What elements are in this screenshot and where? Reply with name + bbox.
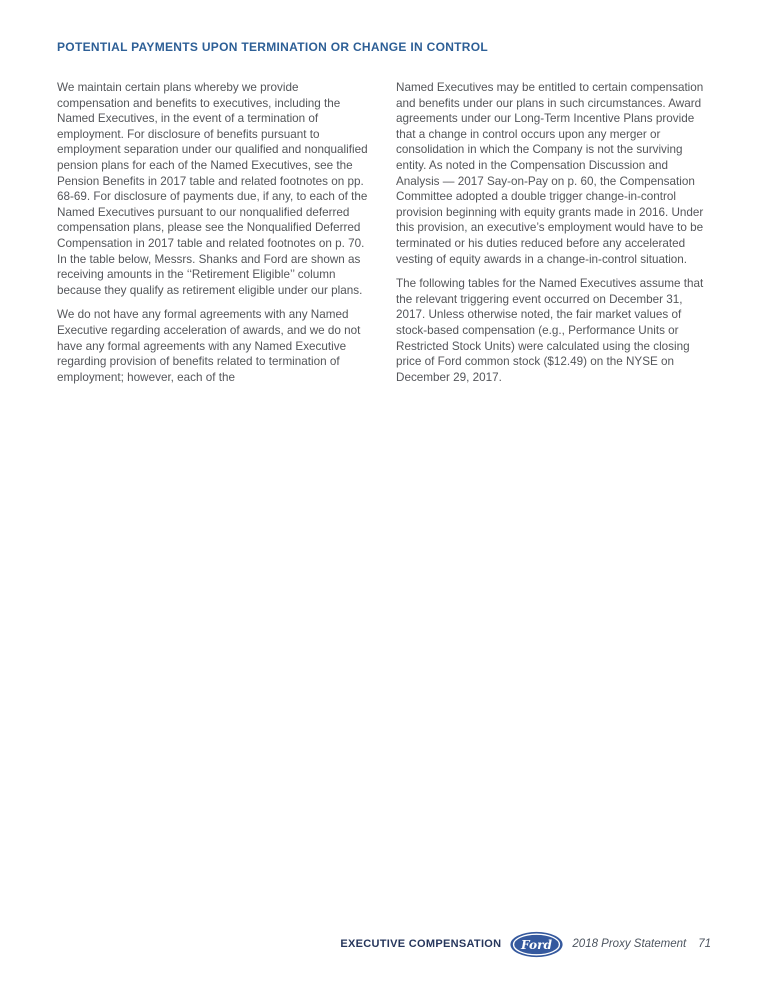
left-column <box>57 80 372 394</box>
paragraph: Named Executives may be entitled to certain compensation and benefits under our plans in such circumstances. Award agreements under our Long-Term Incentive Plans provide that a change in control occurs upon any merger or consolidation in which the Company is not the surviving entity. As noted in the Compensation Discussion and Analysis — 2017 Say-on-Pay on p. 60, the Compensation Committee adopted a double trigger change-in-control provision beginning with equity grants made in 2016. Under this provision, an executive’s employment would have to be terminated or his duties reduced before any accelerated vesting of equity awards in a change-in-control situation. <box>396 81 704 266</box>
paragraph: We maintain certain plans whereby we provide compensation and benefits to executives, including the Named Executives, in the event of a termination of employment. For disclosure of benefits pursuant to employment separation under our qualified and nonqualified pension plans for each of the Named Executives, see the Pension Benefits in 2017 table and related footnotes on pp. 68-69. For disclosure of payments due, if any, to each of the Named Executives pursuant to our nonqualified deferred compensation plans, please see the Nonqualified Deferred Compensation in 2017 table and related footnotes on p. 70. In the table below, Messrs. Shanks and Ford are shown as receiving amounts in the ‘‘Retirement Eligible’’ column because they qualify as retirement eligible under our plans. <box>57 81 368 297</box>
footer-section-label: EXECUTIVE COMPENSATION <box>340 938 502 950</box>
body-columns <box>57 80 711 394</box>
ford-logo-icon <box>509 931 564 958</box>
svg-text:Ford: Ford <box>521 937 553 952</box>
footer-document-title: 2018 Proxy Statement <box>572 938 687 950</box>
paragraph: The following tables for the Named Executives assume that the relevant triggering event occurred on December 31, 2017. Unless otherwise noted, the fair market values of stock-based compensation (e.g., Performance Units or Restricted Stock Units) were calculated using the closing price of Ford common stock ($12.49) on the NYSE on December 29, 2017. <box>396 277 704 384</box>
paragraph: We do not have any formal agreements with any Named Executive regarding acceleration of awards, and we do not have any formal agreements with any Named Executive regarding provision of benefits related to termination of employment; however, each of the <box>57 308 361 384</box>
right-column <box>396 80 711 394</box>
page-title: POTENTIAL PAYMENTS UPON TERMINATION OR CHANGE IN CONTROL <box>57 40 489 54</box>
page-footer <box>340 930 711 958</box>
footer-page-number: 71 <box>698 938 711 950</box>
